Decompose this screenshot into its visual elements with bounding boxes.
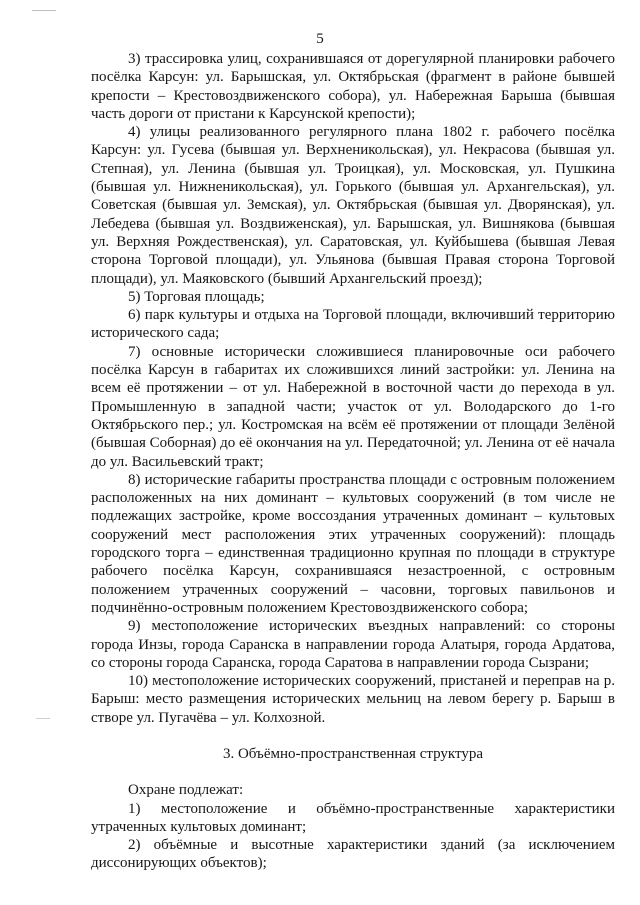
scan-artifact-line xyxy=(36,718,50,719)
list-item: 10) местоположение исторических сооружений, пристаней и переправ на р. Барыш: место размещения исторических мельниц на левом берегу р. Барыш в створе ул. Пугачёва – ул. Колхозной. xyxy=(91,673,615,726)
intro-line: Охране подлежат: xyxy=(128,782,244,799)
section-heading: 3. Объёмно-пространственная структура xyxy=(222,745,484,762)
page-number: 5 xyxy=(316,31,324,47)
list-item: 1) местоположение и объёмно-пространственные характеристики утраченных культовых доминант; xyxy=(91,800,615,835)
list-item: 4) улицы реализованного регулярного плана 1802 г. рабочего посёлка Карсун: ул. Гусева (бывшая ул. Верхненикольская), ул. Некрасова (бывшая ул. Степная), ул. Ленина (бывшая ул. Троицкая), ул. Московская, ул. Пушкина (бывшая ул. Нижненикольская), ул. Горького (бывшая ул. Архангельская), ул. Советская (бывшая ул. Земская), ул. Октябрьская (бывшая ул. Дворянская), ул. Лебедева (бывшая ул. Воздвиженская), ул. Барышская, ул. Вишнякова (бывшая ул. Верхняя Рождественская), ул. Саратовская, ул. Куйбышева (бывшая Левая сторона Торговой площади), ул. Ульянова (бывшая Правая сторона Торговой площади), ул. Маяковского (бывший Архангельский проезд); xyxy=(91,124,615,287)
list-item: 5) Торговая площадь; xyxy=(128,288,265,305)
list-item: 9) местоположение исторических въездных направлений: со стороны города Инзы, города Саранска в направлении города Алатыря, города Ардатова, со стороны города Саранска, города Саратова в направлении города Сызрани; xyxy=(91,618,615,671)
document-body xyxy=(91,50,615,873)
list-item: 6) парк культуры и отдыха на Торговой площади, включивший территорию исторического сада; xyxy=(91,307,615,342)
list-item: 7) основные исторически сложившиеся планировочные оси рабочего посёлка Карсун в габаритах их сложившихся линий застройки: ул. Ленина на всем её протяжении – от ул. Набережной в восточной части до перехода в ул. Промышленную в западной части; участок от ул. Володарского до 1-го Октябрьского пер.; ул. Костромская на всём её протяжении от площади Зелёной (бывшая Соборная) до её окончания на ул. Передаточной; ул. Ленина от её начала до ул. Васильевский тракт; xyxy=(91,343,615,470)
list-item: 3) трассировка улиц, сохранившаяся от дорегулярной планировки рабочего посёлка Карсун: ул. Барышская, ул. Октябрьская (фрагмент в районе бывшей крепости – Крестовоздвиженского собора), ул. Набережная Барыша (бывшая часть дороги от пристани к Карсунской крепости); xyxy=(91,51,615,122)
scan-artifact-line xyxy=(32,10,56,11)
list-item: 2) объёмные и высотные характеристики зданий (за исключением диссонирующих объектов); xyxy=(91,837,615,872)
list-item: 8) исторические габариты пространства площади с островным положением расположенных на них доминант – культовых сооружений (в том числе не подлежащих застройке, кроме воссоздания утраченных доминант – культовых сооружений мест расположения этих утраченных сооружений): площадь городского торга – единственная традиционно крупная по площади в структуре рабочего посёлка Карсун, сохранившаяся незастроенной, с островным положением утраченных сооружений – часовни, торговых павильонов и подчинённо-островным положением Крестовоздвиженского собора; xyxy=(91,471,615,616)
